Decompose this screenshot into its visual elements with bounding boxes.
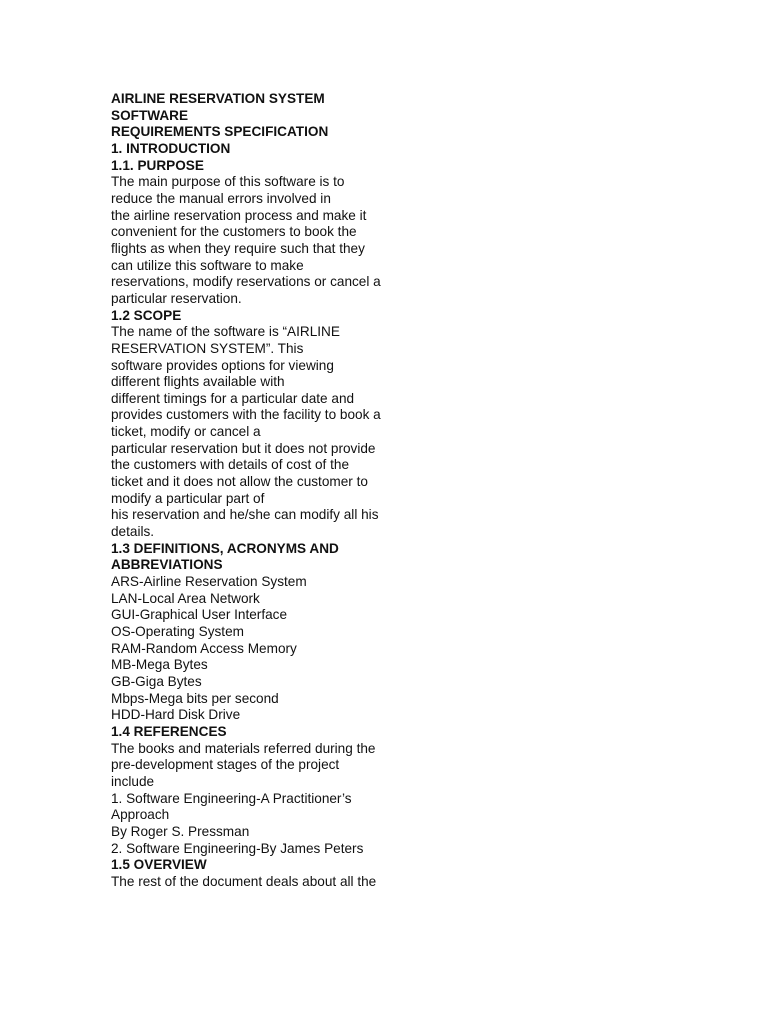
body-line: The main purpose of this software is to bbox=[111, 174, 345, 190]
section-overview bbox=[111, 857, 411, 890]
document-page bbox=[111, 91, 411, 891]
body-line: The rest of the document deals about all the bbox=[111, 873, 377, 889]
section-body bbox=[111, 324, 411, 541]
body-line: particular reservation. bbox=[111, 290, 242, 306]
acronym-list bbox=[111, 574, 411, 724]
acronym-item: GB-Giga Bytes bbox=[111, 673, 202, 689]
section-heading: 1.4 REFERENCES bbox=[111, 723, 227, 739]
body-line: can utilize this software to make bbox=[111, 257, 304, 273]
reference-item: 1. Software Engineering-A Practitioner’s bbox=[111, 790, 352, 806]
section-heading: 1. INTRODUCTION bbox=[111, 140, 231, 156]
body-line: include bbox=[111, 773, 155, 789]
body-line: different timings for a particular date and bbox=[111, 390, 355, 406]
document-title-line: AIRLINE RESERVATION SYSTEM bbox=[111, 91, 325, 106]
document-title-line: REQUIREMENTS SPECIFICATION bbox=[111, 124, 329, 140]
document-title-line: SOFTWARE bbox=[111, 107, 189, 123]
body-line: modify a particular part of bbox=[111, 490, 265, 506]
acronym-item: HDD-Hard Disk Drive bbox=[111, 707, 241, 723]
body-line: provides customers with the facility to book a bbox=[111, 407, 381, 423]
acronym-item: GUI-Graphical User Interface bbox=[111, 607, 288, 623]
body-line: reservations, modify reservations or cancel a bbox=[111, 274, 381, 290]
body-line: flights as when they require such that they bbox=[111, 240, 365, 256]
acronym-item: OS-Operating System bbox=[111, 624, 244, 639]
section-body bbox=[111, 741, 411, 858]
section-heading: 1.3 DEFINITIONS, ACRONYMS AND bbox=[111, 540, 339, 556]
body-line: pre-development stages of the project bbox=[111, 757, 340, 773]
body-line: details. bbox=[111, 524, 155, 540]
body-line: his reservation and he/she can modify all his bbox=[111, 507, 379, 523]
body-line: particular reservation but it does not provide bbox=[111, 440, 376, 456]
body-line: different flights available with bbox=[111, 374, 285, 390]
acronym-item: MB-Mega Bytes bbox=[111, 657, 208, 673]
body-line: The name of the software is “AIRLINE bbox=[111, 324, 340, 340]
section-purpose bbox=[111, 158, 411, 308]
body-line: reduce the manual errors involved in bbox=[111, 190, 331, 206]
body-line: RESERVATION SYSTEM”. This bbox=[111, 340, 304, 356]
section-definitions bbox=[111, 541, 411, 724]
reference-item: By Roger S. Pressman bbox=[111, 823, 250, 839]
body-line: ticket, modify or cancel a bbox=[111, 424, 261, 440]
document-title bbox=[111, 91, 411, 141]
body-line: ticket and it does not allow the customer to bbox=[111, 474, 368, 490]
reference-item: 2. Software Engineering-By James Peters bbox=[111, 840, 364, 856]
section-heading: 1.2 SCOPE bbox=[111, 307, 182, 323]
acronym-item: LAN-Local Area Network bbox=[111, 590, 260, 606]
body-line: The books and materials referred during the bbox=[111, 740, 376, 756]
section-heading: ABBREVIATIONS bbox=[111, 557, 223, 573]
body-line: convenient for the customers to book the bbox=[111, 224, 357, 240]
body-line: software provides options for viewing bbox=[111, 357, 334, 373]
section-heading: 1.1. PURPOSE bbox=[111, 157, 204, 173]
section-heading: 1.5 OVERVIEW bbox=[111, 857, 207, 873]
body-line: the customers with details of cost of the bbox=[111, 457, 350, 473]
section-introduction bbox=[111, 141, 411, 158]
section-body bbox=[111, 174, 411, 307]
section-body bbox=[111, 874, 411, 891]
acronym-item: Mbps-Mega bits per second bbox=[111, 690, 279, 706]
body-line: the airline reservation process and make it bbox=[111, 207, 367, 223]
section-references bbox=[111, 724, 411, 857]
acronym-item: RAM-Random Access Memory bbox=[111, 640, 297, 656]
section-scope bbox=[111, 308, 411, 541]
reference-item: Approach bbox=[111, 807, 170, 823]
acronym-item: ARS-Airline Reservation System bbox=[111, 574, 307, 590]
